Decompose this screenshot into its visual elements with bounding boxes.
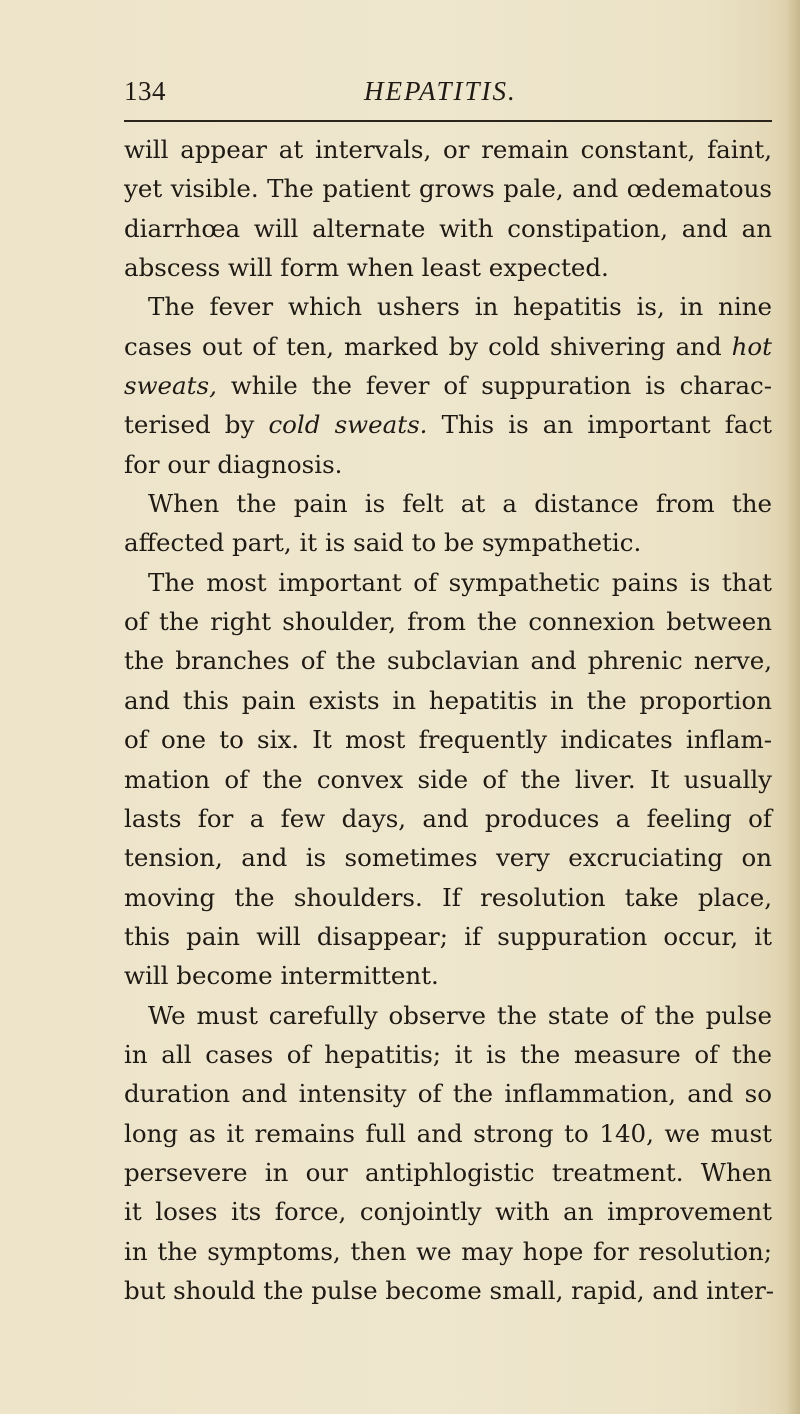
text-segment: of the right shoulder, from the connexion between [124,607,772,637]
text-line [124,1153,772,1192]
page-header [0,76,800,116]
text-line [124,209,772,248]
text-line [124,563,772,602]
text-segment: in all cases of hepatitis; it is the measure of the [124,1039,772,1069]
text-segment: terised by [124,410,269,440]
text-line [124,878,772,917]
text-line [124,523,772,562]
text-line [124,799,772,838]
text-segment: We must carefully observe the state of the pulse [148,1000,772,1030]
text-segment: moving the shoulders. If resolution take place, [124,882,772,912]
text-segment: This is an important fact [427,410,773,440]
text-segment: it loses its force, conjointly with an improvement [124,1197,772,1227]
text-segment: mation of the convex side of the liver. It usually [124,764,772,794]
text-segment: the branches of the subclavian and phrenic nerve, [124,646,772,676]
text-line [124,1271,775,1310]
italic-text: sweats, [124,371,217,401]
text-segment: but should the pulse become small, rapid, and inter- [124,1275,775,1305]
text-line [124,1114,772,1153]
text-segment: of one to six. It most frequently indicates inflam- [124,725,772,755]
text-segment: this pain will disappear; if suppuration occur, it [124,921,772,951]
text-line [124,130,772,169]
text-line [124,760,772,799]
text-segment: abscess will form when least expected. [124,253,609,283]
text-line [124,405,772,444]
text-line [124,956,772,995]
text-line [124,602,772,641]
text-line [124,287,772,326]
text-segment: cases out of ten, marked by cold shivering and [124,331,732,361]
text-segment: long as it remains full and strong to 140, we must [124,1118,772,1148]
text-segment: The most important of sympathetic pains is that [148,567,772,597]
text-line [124,917,772,956]
text-line [124,366,772,405]
text-segment: and this pain exists in hepatitis in the proportion [124,685,772,715]
text-line [124,1192,772,1231]
text-line [124,641,772,680]
text-line [124,1035,772,1074]
text-line [124,484,772,523]
text-segment: When the pain is felt at a distance from the [148,489,772,519]
text-segment: while the fever of suppuration is charac- [216,371,772,401]
body-text [124,130,775,1310]
text-segment: duration and intensity of the inflammation, and so [124,1079,772,1109]
text-line [124,1074,772,1113]
text-segment: for our diagnosis. [124,449,343,479]
text-segment: in the symptoms, then we may hope for resolution; [124,1236,772,1266]
text-segment: will appear at intervals, or remain constant, faint, [124,135,772,164]
text-line [124,248,772,287]
text-line [124,169,772,208]
page-number: 134 [124,76,166,106]
text-segment: will become intermittent. [124,961,439,991]
text-line [124,838,772,877]
text-segment: lasts for a few days, and produces a feeling of [124,803,772,833]
text-line [124,327,772,366]
page-edge-shadow [786,0,800,1414]
text-line [124,1232,772,1271]
text-line [124,720,772,759]
text-segment: diarrhœa will alternate with constipation, and an [124,213,772,243]
text-segment: The fever which ushers in hepatitis is, in nine [148,292,772,322]
italic-text: cold sweats. [268,410,428,440]
header-rule [124,120,772,122]
text-segment: persevere in our antiphlogistic treatment. When [124,1157,772,1187]
italic-text: hot [731,331,772,361]
text-segment: yet visible. The patient grows pale, and œdematous [124,174,772,204]
text-line [124,681,772,720]
text-segment: affected part, it is said to be sympathetic. [124,528,642,558]
running-title: HEPATITIS. [364,76,517,106]
text-line [124,445,772,484]
text-line [124,996,772,1035]
text-segment: tension, and is sometimes very excruciating on [124,843,772,873]
